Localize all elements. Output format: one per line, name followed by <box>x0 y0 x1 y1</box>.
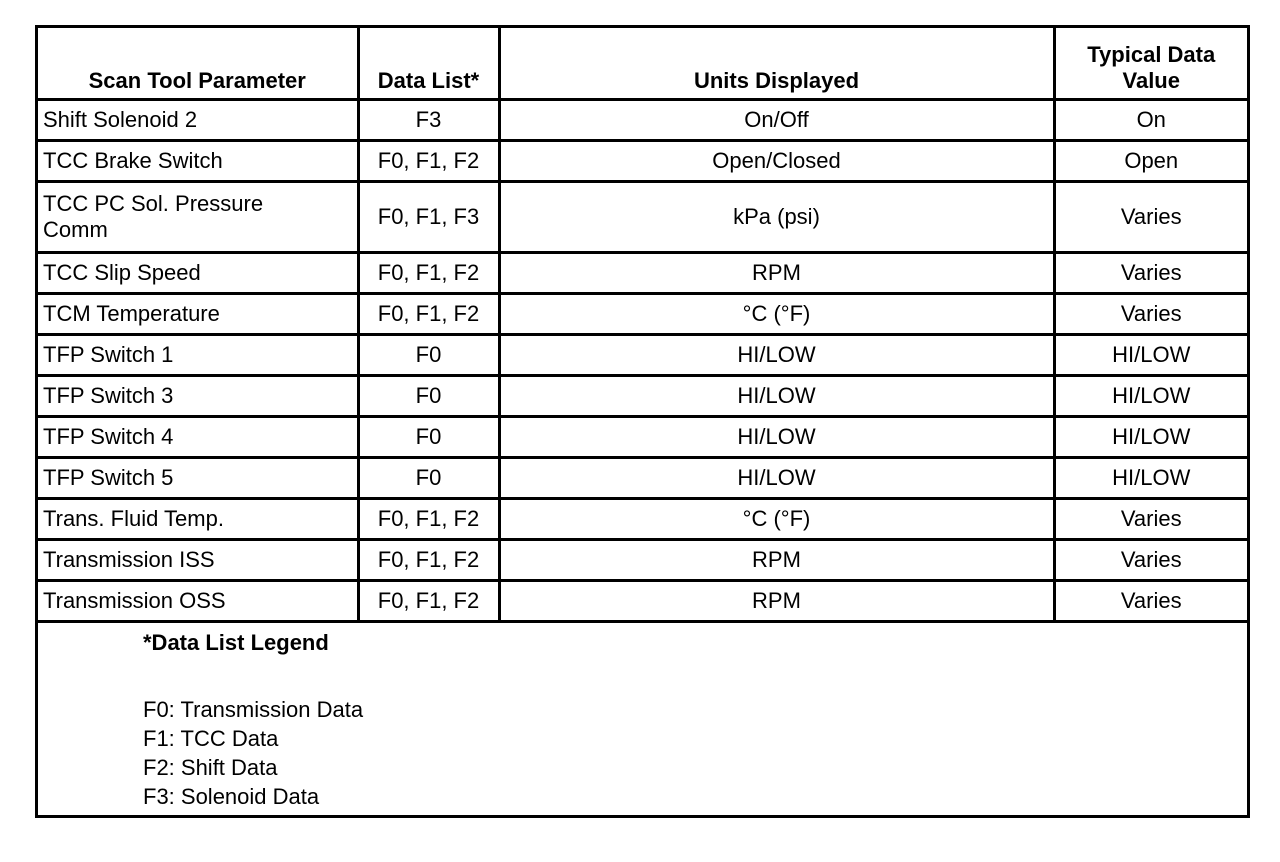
cell-data-list: F0, F1, F2 <box>358 252 499 293</box>
cell-typical-value: Varies <box>1054 181 1247 252</box>
table-row <box>38 539 1247 580</box>
cell-parameter: TCC Slip Speed <box>38 252 358 293</box>
cell-parameter: TFP Switch 1 <box>38 334 358 375</box>
cell-units: RPM <box>499 539 1054 580</box>
cell-data-list: F0, F1, F3 <box>358 181 499 252</box>
cell-units: HI/LOW <box>499 375 1054 416</box>
table-header-row <box>38 28 1247 99</box>
header-typical-line2: Value <box>1122 67 1180 93</box>
cell-parameter <box>38 181 358 252</box>
table-row <box>38 99 1247 140</box>
cell-data-list: F0, F1, F2 <box>358 498 499 539</box>
cell-typical-value: On <box>1054 99 1247 140</box>
table-row <box>38 416 1247 457</box>
table-row <box>38 375 1247 416</box>
cell-typical-value: Varies <box>1054 539 1247 580</box>
header-typical-data-value <box>1054 28 1247 99</box>
header-typical-line1: Typical Data <box>1087 41 1216 67</box>
cell-parameter: Transmission ISS <box>38 539 358 580</box>
cell-typical-value: HI/LOW <box>1054 416 1247 457</box>
legend-item-f0: F0: Transmission Data <box>143 697 364 722</box>
cell-typical-value: Varies <box>1054 498 1247 539</box>
cell-data-list: F3 <box>358 99 499 140</box>
cell-parameter: TCC Brake Switch <box>38 140 358 181</box>
cell-parameter: Shift Solenoid 2 <box>38 99 358 140</box>
cell-parameter-line2: Comm <box>43 216 108 242</box>
scan-tool-data-sheet <box>35 25 1250 818</box>
cell-parameter-line1: TCC PC Sol. Pressure <box>43 190 264 216</box>
cell-typical-value: Varies <box>1054 293 1247 334</box>
cell-data-list: F0 <box>358 334 499 375</box>
table-row <box>38 293 1247 334</box>
cell-parameter: Transmission OSS <box>38 580 358 621</box>
cell-units: kPa (psi) <box>499 181 1054 252</box>
cell-units: On/Off <box>499 99 1054 140</box>
cell-typical-value: HI/LOW <box>1054 334 1247 375</box>
cell-data-list: F0, F1, F2 <box>358 140 499 181</box>
cell-typical-value: Varies <box>1054 580 1247 621</box>
cell-data-list: F0, F1, F2 <box>358 293 499 334</box>
cell-units: °C (°F) <box>499 498 1054 539</box>
legend-item-f2: F2: Shift Data <box>143 755 278 780</box>
scan-tool-parameter-table <box>38 28 1247 623</box>
table-row <box>38 580 1247 621</box>
cell-typical-value: HI/LOW <box>1054 457 1247 498</box>
data-list-legend <box>143 628 363 811</box>
cell-data-list: F0 <box>358 457 499 498</box>
cell-data-list: F0, F1, F2 <box>358 539 499 580</box>
legend-item-f3: F3: Solenoid Data <box>143 784 320 809</box>
cell-data-list: F0 <box>358 375 499 416</box>
cell-typical-value: Open <box>1054 140 1247 181</box>
cell-units: HI/LOW <box>499 334 1054 375</box>
cell-typical-value: Varies <box>1054 252 1247 293</box>
cell-units: HI/LOW <box>499 457 1054 498</box>
cell-units: RPM <box>499 252 1054 293</box>
cell-parameter: TFP Switch 3 <box>38 375 358 416</box>
cell-data-list: F0, F1, F2 <box>358 580 499 621</box>
table-row <box>38 457 1247 498</box>
cell-parameter: TFP Switch 5 <box>38 457 358 498</box>
cell-parameter: TCM Temperature <box>38 293 358 334</box>
header-scan-tool-parameter: Scan Tool Parameter <box>38 28 358 99</box>
cell-units: Open/Closed <box>499 140 1054 181</box>
cell-units: HI/LOW <box>499 416 1054 457</box>
cell-parameter: TFP Switch 4 <box>38 416 358 457</box>
cell-parameter: Trans. Fluid Temp. <box>38 498 358 539</box>
cell-units: RPM <box>499 580 1054 621</box>
table-row <box>38 140 1247 181</box>
cell-units: °C (°F) <box>499 293 1054 334</box>
cell-data-list: F0 <box>358 416 499 457</box>
table-row <box>38 252 1247 293</box>
cell-typical-value: HI/LOW <box>1054 375 1247 416</box>
header-data-list: Data List* <box>358 28 499 99</box>
table-row <box>38 498 1247 539</box>
table-row <box>38 334 1247 375</box>
legend-title: *Data List Legend <box>143 630 329 655</box>
legend-item-f1: F1: TCC Data <box>143 726 279 751</box>
header-units-displayed: Units Displayed <box>499 28 1054 99</box>
table-row <box>38 181 1247 252</box>
